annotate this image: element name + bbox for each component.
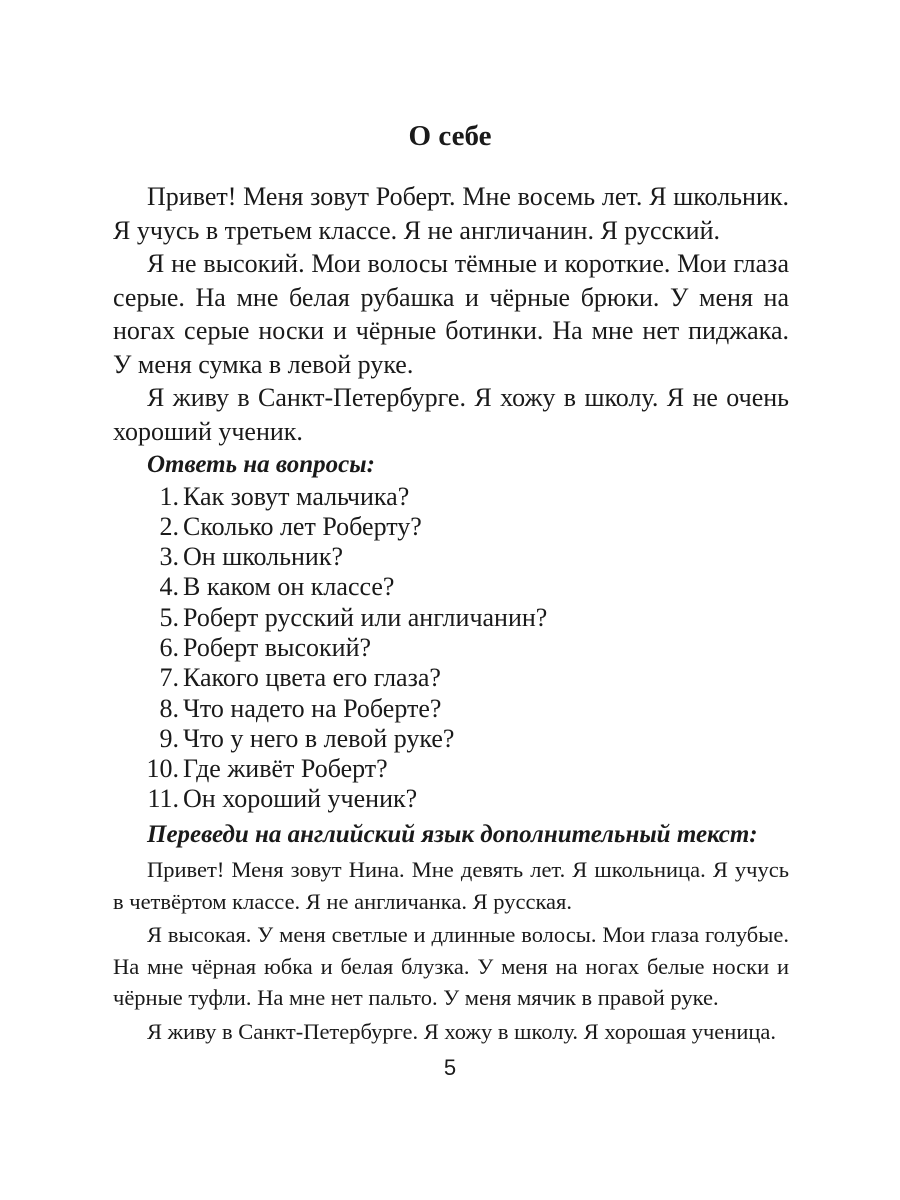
paragraph: Привет! Меня зовут Нина. Мне девять лет. Я школьница. Я учусь в четвёртом классе. Я не англичанка. Я русская. — [113, 857, 789, 914]
question-item — [113, 694, 789, 724]
paragraph: Я живу в Санкт-Петербурге. Я хожу в школу. Я не очень хороший ученик. — [113, 383, 789, 446]
question-number: 6. — [159, 632, 179, 662]
question-item — [113, 724, 789, 754]
question-text: Он школьник? — [183, 542, 344, 572]
question-text: Он хороший ученик? — [183, 784, 418, 814]
question-text: Что надето на Роберте? — [183, 693, 442, 723]
question-item — [113, 663, 789, 693]
question-item — [113, 482, 789, 512]
question-number: 11. — [147, 784, 179, 814]
paragraph: Я не высокий. Мои волосы тёмные и короткие. Мои глаза серые. На мне белая рубашка и чёрные брюки. У меня на ногах серые носки и чёрные ботинки. На мне нет пиджака. У меня сумка в левой руке. — [113, 249, 789, 379]
paragraph: Я живу в Санкт-Петербурге. Я хожу в школу. Я хорошая ученица. — [147, 1018, 777, 1044]
questions-list — [113, 482, 789, 815]
question-text: Где живёт Роберт? — [183, 754, 388, 784]
question-text: Как зовут мальчика? — [183, 481, 410, 511]
question-item — [113, 512, 789, 542]
question-item — [113, 542, 789, 572]
question-number: 3. — [159, 542, 179, 572]
paragraph: Привет! Меня зовут Роберт. Мне восемь лет. Я школьник. Я учусь в третьем классе. Я не англичанин. Я русский. — [113, 182, 789, 245]
question-number: 7. — [159, 663, 179, 693]
question-item — [113, 784, 789, 814]
question-number: 1. — [159, 481, 179, 511]
translation-heading: Переведи на английский язык дополнительный текст: — [147, 821, 758, 848]
question-text: В каком он классе? — [183, 572, 395, 602]
question-item — [113, 572, 789, 602]
paragraph: Я высокая. У меня светлые и длинные волосы. Мои глаза голубые. На мне чёрная юбка и белая блузка. У меня на ногах белые носки и чёрные туфли. На мне нет пальто. У меня мячик в правой руке. — [113, 922, 789, 1010]
question-text: Роберт русский или англичанин? — [183, 602, 548, 632]
questions-heading: Ответь на вопросы: — [147, 451, 375, 478]
extra-text-section — [113, 818, 789, 1047]
question-text: Сколько лет Роберту? — [183, 511, 422, 541]
page-number: 5 — [443, 1055, 457, 1080]
question-text: Что у него в левой руке? — [183, 723, 455, 753]
question-item — [113, 603, 789, 633]
question-text: Роберт высокий? — [183, 632, 372, 662]
question-number: 9. — [159, 723, 179, 753]
question-text: Какого цвета его глаза? — [183, 663, 441, 693]
question-number: 2. — [159, 511, 179, 541]
question-item — [113, 754, 789, 784]
page-title: О себе — [408, 120, 492, 152]
question-number: 4. — [159, 572, 179, 602]
question-item — [113, 633, 789, 663]
question-number: 8. — [159, 693, 179, 723]
question-number: 10. — [146, 754, 179, 784]
question-number: 5. — [159, 602, 179, 632]
main-text — [113, 180, 789, 815]
